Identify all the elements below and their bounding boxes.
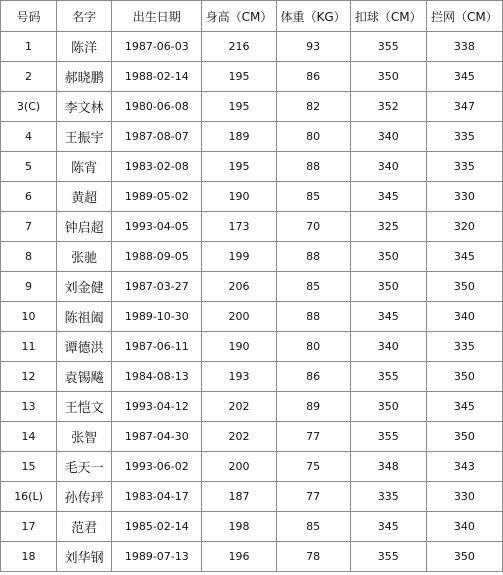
birth-date-cell: 1987-08-07 [112,122,202,152]
weight-cell: 93 [276,32,350,62]
spike-cell: 350 [350,242,426,272]
birth-date-cell: 1993-04-12 [112,392,202,422]
number-cell: 16(L) [1,482,57,512]
birth-date-cell: 1983-02-08 [112,152,202,182]
weight-cell: 80 [276,332,350,362]
height-cell: 199 [202,242,276,272]
name-cell: 刘金健 [57,272,112,302]
table-row [1,422,503,452]
birth-date-cell: 1984-08-13 [112,362,202,392]
header-spike: 扣球（CM） [350,1,426,32]
block-cell: 335 [426,152,502,182]
spike-cell: 355 [350,422,426,452]
number-cell: 13 [1,392,57,422]
weight-cell: 88 [276,302,350,332]
height-cell: 202 [202,422,276,452]
table-row [1,122,503,152]
table-row [1,542,503,572]
header-height: 身高（CM） [202,1,276,32]
header-block: 拦网（CM） [426,1,502,32]
name-cell: 张智 [57,422,112,452]
spike-cell: 325 [350,212,426,242]
number-cell: 14 [1,422,57,452]
weight-cell: 88 [276,242,350,272]
name-cell: 谭德洪 [57,332,112,362]
header-weight: 体重（KG） [276,1,350,32]
number-cell: 17 [1,512,57,542]
weight-cell: 85 [276,512,350,542]
name-cell: 张驰 [57,242,112,272]
block-cell: 338 [426,32,502,62]
table-row [1,212,503,242]
header-birth-date: 出生日期 [112,1,202,32]
table-row [1,32,503,62]
table-row [1,482,503,512]
spike-cell: 335 [350,482,426,512]
height-cell: 200 [202,302,276,332]
block-cell: 345 [426,62,502,92]
number-cell: 15 [1,452,57,482]
birth-date-cell: 1993-04-05 [112,212,202,242]
height-cell: 198 [202,512,276,542]
birth-date-cell: 1989-05-02 [112,182,202,212]
weight-cell: 77 [276,482,350,512]
table-row [1,392,503,422]
weight-cell: 70 [276,212,350,242]
name-cell: 袁锡飚 [57,362,112,392]
weight-cell: 86 [276,362,350,392]
birth-date-cell: 1987-04-30 [112,422,202,452]
name-cell: 李文林 [57,92,112,122]
spike-cell: 350 [350,392,426,422]
weight-cell: 78 [276,542,350,572]
height-cell: 187 [202,482,276,512]
number-cell: 8 [1,242,57,272]
birth-date-cell: 1987-06-11 [112,332,202,362]
number-cell: 6 [1,182,57,212]
height-cell: 202 [202,392,276,422]
block-cell: 350 [426,422,502,452]
height-cell: 195 [202,62,276,92]
number-cell: 7 [1,212,57,242]
number-cell: 9 [1,272,57,302]
spike-cell: 355 [350,32,426,62]
block-cell: 350 [426,272,502,302]
spike-cell: 355 [350,362,426,392]
number-cell: 11 [1,332,57,362]
block-cell: 320 [426,212,502,242]
name-cell: 钟启超 [57,212,112,242]
weight-cell: 75 [276,452,350,482]
name-cell: 陈祖阖 [57,302,112,332]
block-cell: 330 [426,482,502,512]
name-cell: 孙传玶 [57,482,112,512]
spike-cell: 348 [350,452,426,482]
height-cell: 200 [202,452,276,482]
name-cell: 王振宇 [57,122,112,152]
birth-date-cell: 1989-10-30 [112,302,202,332]
table-row [1,332,503,362]
name-cell: 郝晓鹏 [57,62,112,92]
height-cell: 190 [202,182,276,212]
spike-cell: 340 [350,332,426,362]
birth-date-cell: 1987-03-27 [112,272,202,302]
spike-cell: 352 [350,92,426,122]
number-cell: 5 [1,152,57,182]
spike-cell: 345 [350,182,426,212]
birth-date-cell: 1983-04-17 [112,482,202,512]
birth-date-cell: 1989-07-13 [112,542,202,572]
table-row [1,272,503,302]
table-row [1,512,503,542]
birth-date-cell: 1985-02-14 [112,512,202,542]
table-row [1,362,503,392]
birth-date-cell: 1988-09-05 [112,242,202,272]
block-cell: 345 [426,242,502,272]
birth-date-cell: 1993-06-02 [112,452,202,482]
block-cell: 347 [426,92,502,122]
height-cell: 190 [202,332,276,362]
name-cell: 陈宵 [57,152,112,182]
weight-cell: 80 [276,122,350,152]
roster-body [1,32,503,572]
spike-cell: 340 [350,152,426,182]
height-cell: 173 [202,212,276,242]
block-cell: 335 [426,332,502,362]
name-cell: 陈洋 [57,32,112,62]
number-cell: 1 [1,32,57,62]
number-cell: 12 [1,362,57,392]
height-cell: 195 [202,92,276,122]
birth-date-cell: 1980-06-08 [112,92,202,122]
block-cell: 340 [426,512,502,542]
spike-cell: 355 [350,542,426,572]
weight-cell: 77 [276,422,350,452]
height-cell: 206 [202,272,276,302]
block-cell: 340 [426,302,502,332]
block-cell: 343 [426,452,502,482]
weight-cell: 86 [276,62,350,92]
block-cell: 350 [426,542,502,572]
block-cell: 335 [426,122,502,152]
table-row [1,152,503,182]
weight-cell: 89 [276,392,350,422]
spike-cell: 350 [350,272,426,302]
header-number: 号码 [1,1,57,32]
birth-date-cell: 1988-02-14 [112,62,202,92]
name-cell: 范君 [57,512,112,542]
height-cell: 189 [202,122,276,152]
name-cell: 王恺文 [57,392,112,422]
header-row [1,1,503,32]
number-cell: 2 [1,62,57,92]
spike-cell: 345 [350,302,426,332]
name-cell: 刘华钢 [57,542,112,572]
number-cell: 10 [1,302,57,332]
height-cell: 196 [202,542,276,572]
number-cell: 4 [1,122,57,152]
birth-date-cell: 1987-06-03 [112,32,202,62]
spike-cell: 350 [350,62,426,92]
block-cell: 330 [426,182,502,212]
block-cell: 350 [426,362,502,392]
weight-cell: 82 [276,92,350,122]
table-row [1,182,503,212]
header-name: 名字 [57,1,112,32]
weight-cell: 85 [276,182,350,212]
height-cell: 193 [202,362,276,392]
table-row [1,62,503,92]
table-row [1,452,503,482]
height-cell: 195 [202,152,276,182]
weight-cell: 85 [276,272,350,302]
name-cell: 毛天一 [57,452,112,482]
table-row [1,302,503,332]
name-cell: 黄超 [57,182,112,212]
number-cell: 3(C) [1,92,57,122]
weight-cell: 88 [276,152,350,182]
table-row [1,242,503,272]
block-cell: 345 [426,392,502,422]
table-row [1,92,503,122]
spike-cell: 345 [350,512,426,542]
height-cell: 216 [202,32,276,62]
spike-cell: 340 [350,122,426,152]
number-cell: 18 [1,542,57,572]
